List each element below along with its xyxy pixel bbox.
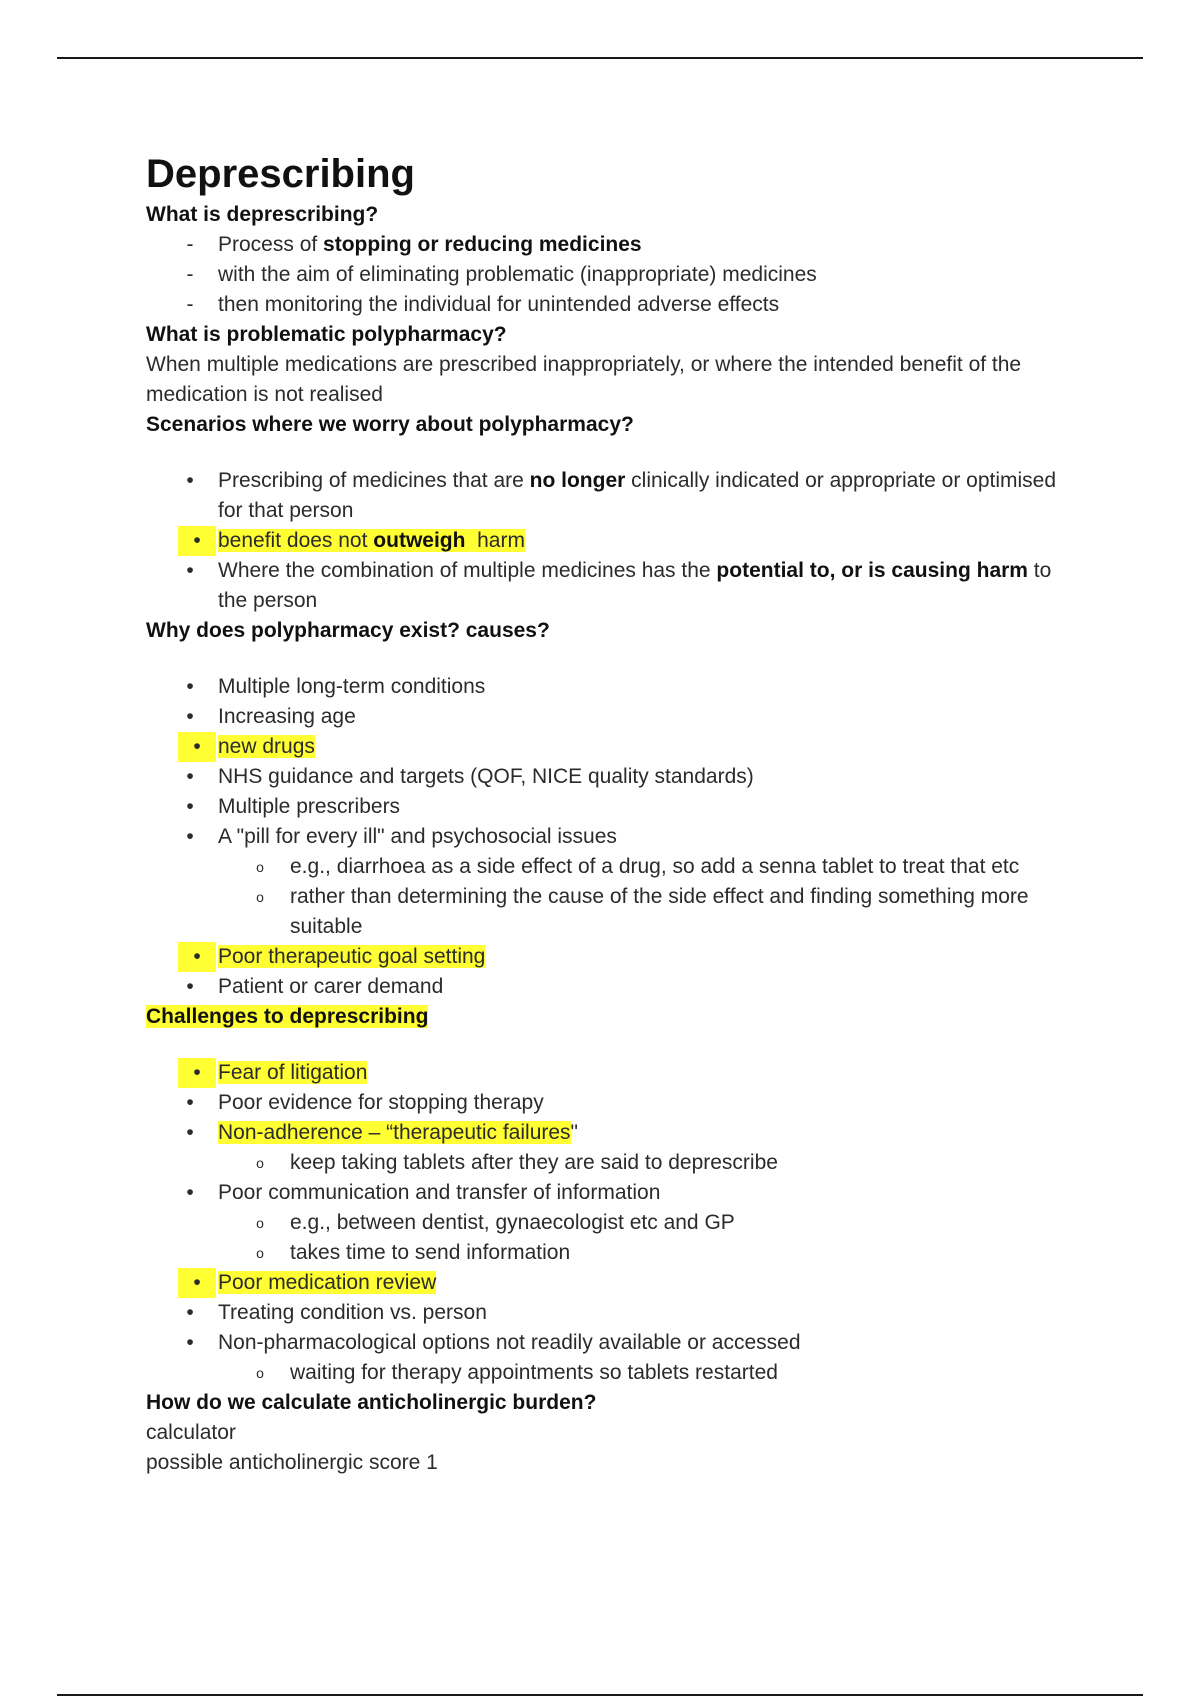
list-item [146,556,1076,616]
text: then monitoring the individual for unintended adverse effects [218,293,780,316]
heading-causes: Why does polypharmacy exist? causes? [146,619,550,642]
list-item [146,290,1076,320]
bullet-marker: • [178,942,216,972]
bullet-marker: • [178,1268,216,1298]
list-item [146,1178,1076,1208]
list-item [146,466,1076,526]
heading-anticholinergic: How do we calculate anticholinergic burden? [146,1391,597,1414]
document-body [146,148,1076,1478]
text: rather than determining the cause of the side effect and finding something more suitable [290,885,1029,938]
text: Where the combination of multiple medicines has the [218,559,717,582]
dash-marker: - [186,293,194,316]
circle-marker: o [256,1365,264,1381]
bullet-marker: • [186,705,194,728]
highlighted-text: Challenges to deprescribing [146,1005,429,1028]
list-item [146,1328,1076,1358]
list-item [146,260,1076,290]
text: e.g., diarrhoea as a side effect of a drug, so add a senna tablet to treat that etc [290,855,1020,878]
sub-list-item [146,1358,1076,1388]
text: A "pill for every ill" and psychosocial issues [218,825,617,848]
list-item [146,822,1076,852]
bullet-marker: • [186,975,194,998]
bold-text: potential to, or is causing harm [716,559,1028,582]
heading-scenarios: Scenarios where we worry about polypharmacy? [146,413,634,436]
list-item-highlighted [146,732,1076,762]
bullet-marker: • [186,1121,194,1144]
bullet-marker: • [178,732,216,762]
sub-list-item [146,852,1076,882]
paragraph-score: possible anticholinergic score 1 [146,1451,438,1474]
bold-text: no longer [529,469,626,492]
bold-text: stopping or reducing medicines [323,233,642,256]
paragraph-calculator: calculator [146,1421,236,1444]
circle-marker: o [256,859,264,875]
circle-marker: o [256,1215,264,1231]
text: e.g., between dentist, gynaecologist etc and GP [290,1211,735,1234]
list-item [146,792,1076,822]
list-item [146,672,1076,702]
list-item-highlighted [146,526,1076,556]
bullet-marker: • [186,795,194,818]
bullet-marker: • [186,1331,194,1354]
sub-list-item [146,1238,1076,1268]
bullet-marker: • [186,1301,194,1324]
heading-challenges [146,1002,1076,1032]
text: harm [465,529,525,552]
bullet-marker: • [178,1058,216,1088]
list-item [146,762,1076,792]
text: with the aim of eliminating problematic (inappropriate) medicines [218,263,817,286]
bullet-marker: • [186,675,194,698]
text: Non-pharmacological options not readily available or accessed [218,1331,801,1354]
text: keep taking tablets after they are said to deprescribe [290,1151,778,1174]
dash-marker: - [186,263,194,286]
bold-text: outweigh [373,529,466,552]
text: Poor evidence for stopping therapy [218,1091,544,1114]
definition-paragraph: When multiple medications are prescribed inappropriately, or where the intended benefit of the medication is not realised [146,353,1022,406]
circle-marker: o [256,1155,264,1171]
highlighted-text: new drugs [218,735,315,758]
list-item-highlighted [146,942,1076,972]
circle-marker: o [256,1245,264,1261]
top-rule [57,57,1143,59]
text: Multiple prescribers [218,795,401,818]
list-item-highlighted [146,1268,1076,1298]
highlighted-text: Non-adherence – “therapeutic failures [218,1121,571,1144]
highlighted-text: Fear of litigation [218,1061,368,1084]
highlighted-text: Poor therapeutic goal setting [218,945,486,968]
bullet-marker: • [186,765,194,788]
text: Treating condition vs. person [218,1301,487,1324]
heading-what-is-deprescribing: What is deprescribing? [146,203,379,226]
text: Process of [218,233,324,256]
dash-marker: - [186,233,194,256]
list-item [146,972,1076,1002]
text: " [570,1121,579,1144]
text: Multiple long-term conditions [218,675,486,698]
bullet-marker: • [186,1181,194,1204]
text: Prescribing of medicines that are [218,469,530,492]
heading-problematic-polypharmacy: What is problematic polypharmacy? [146,323,507,346]
list-item-highlighted [146,1058,1076,1088]
text: NHS guidance and targets (QOF, NICE quality standards) [218,765,754,788]
text: benefit does not [218,529,374,552]
bullet-marker: • [186,825,194,848]
list-item [146,1088,1076,1118]
list-item [146,702,1076,732]
sub-list-item [146,1208,1076,1238]
highlighted-text: Poor medication review [218,1271,437,1294]
list-item [146,1298,1076,1328]
list-item [146,230,1076,260]
bullet-marker: • [186,559,194,582]
bullet-marker: • [186,469,194,492]
sub-list-item [146,882,1076,942]
text: clinically indicated or appropriate or optimised for that person [218,469,1057,522]
bullet-marker: • [186,1091,194,1114]
text: Patient or carer demand [218,975,444,998]
list-item-highlighted [146,1118,1076,1148]
text: Poor communication and transfer of information [218,1181,661,1204]
text: takes time to send information [290,1241,571,1264]
bottom-rule [57,1694,1143,1696]
text: waiting for therapy appointments so tablets restarted [290,1361,778,1384]
bullet-marker: • [178,526,216,556]
circle-marker: o [256,889,264,905]
text: to the person [218,559,1052,612]
sub-list-item [146,1148,1076,1178]
text: Increasing age [218,705,356,728]
page-title: Deprescribing [146,152,415,196]
